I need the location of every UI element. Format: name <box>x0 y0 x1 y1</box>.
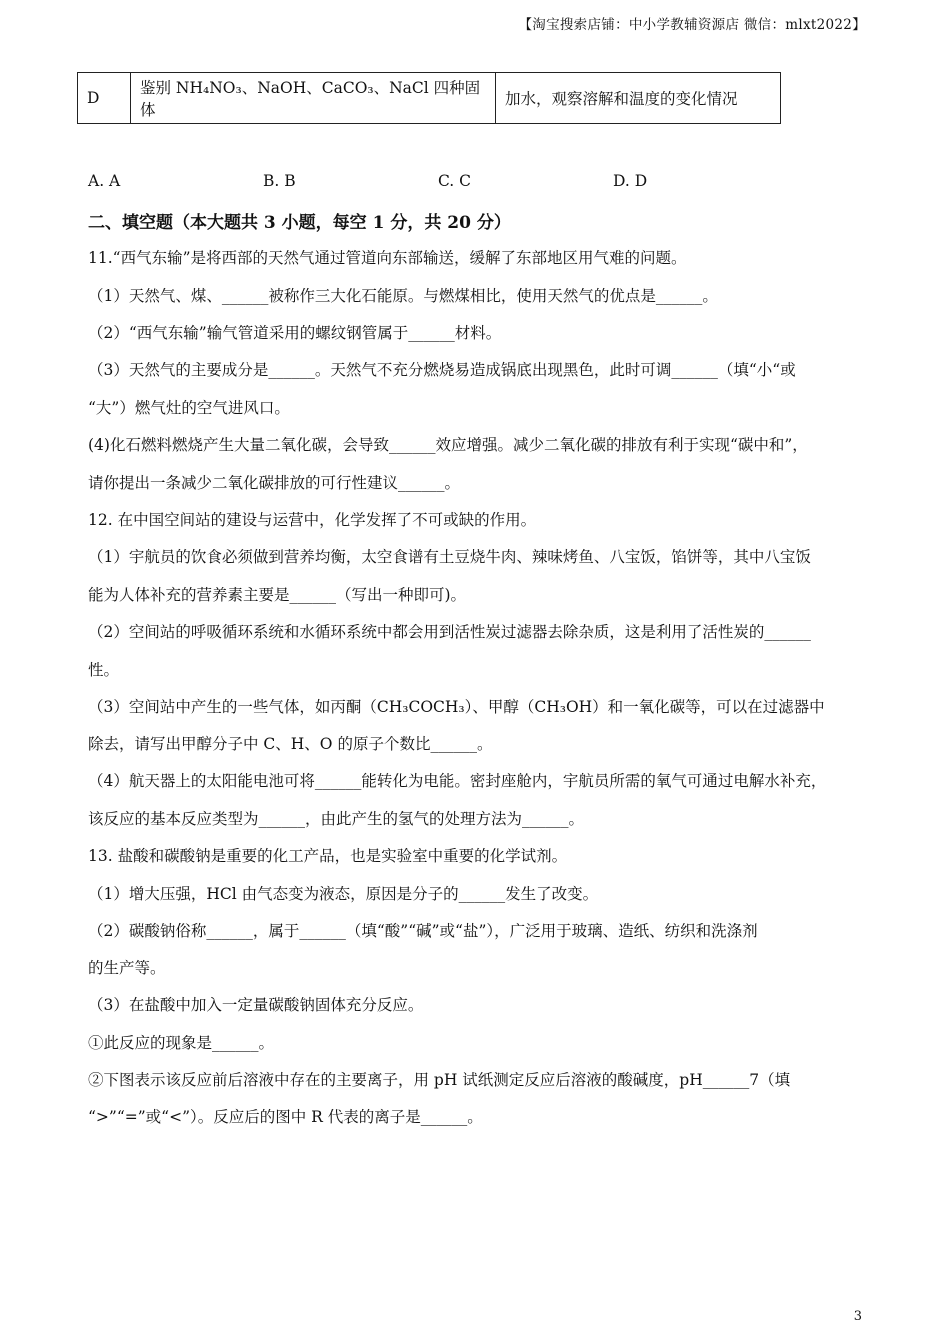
choice-b: B. B <box>263 172 296 190</box>
section-title: 二、填空题（本大题共 3 小题，每空 1 分，共 20 分） <box>88 213 511 233</box>
options-table <box>77 72 781 124</box>
page-number: 3 <box>853 1309 862 1324</box>
q13-part3-sub2-cont: “>”“=”或“<”）。反应后的图中 R 代表的离子是______。 <box>88 1108 483 1126</box>
row-method: 加水，观察溶解和温度的变化情况 <box>496 73 781 124</box>
q13-part3: （3）在盐酸中加入一定量碳酸钠固体充分反应。 <box>88 996 424 1014</box>
q13-part2: （2）碳酸钠俗称______，属于______（填“酸”“碱”或“盐”），广泛用于玻璃、造纸、纺织和洗涤剂 <box>88 922 758 940</box>
q12-stem: 12. 在中国空间站的建设与运营中，化学发挥了不可或缺的作用。 <box>88 511 537 529</box>
answer-choices <box>88 172 788 190</box>
table-row <box>78 73 781 124</box>
q13-part3-sub2: ②下图表示该反应前后溶液中存在的主要离子，用 pH 试纸测定反应后溶液的酸碱度，pH______7（填 <box>88 1071 791 1089</box>
q11-part1: （1）天然气、煤、______被称作三大化石能原。与燃煤相比，使用天然气的优点是______。 <box>88 287 718 305</box>
q12-part4: （4）航天器上的太阳能电池可将______能转化为电能。密封座舱内，宇航员所需的氧气可通过电解水补充， <box>88 772 827 790</box>
row-task: 鉴别 NH₄NO₃、NaOH、CaCO₃、NaCl 四种固体 <box>131 73 496 124</box>
header-note: 【淘宝搜索店铺：中小学教辅资源店 微信：mlxt2022】 <box>518 17 866 33</box>
q13-part3-sub1: ①此反应的现象是______。 <box>88 1034 275 1052</box>
q12-part1-cont: 能为人体补充的营养素主要是______（写出一种即可)。 <box>88 586 467 604</box>
q11-part3: （3）天然气的主要成分是______。天然气不充分燃烧易造成锅底出现黑色，此时可调______（填“小“或 <box>88 361 796 379</box>
q13-part2-cont: 的生产等。 <box>88 959 166 977</box>
q12-part2-cont: 性。 <box>88 661 120 679</box>
q11-part4: (4)化石燃料燃烧产生大量二氧化碳，会导致______效应增强。减少二氧化碳的排放有利于实现“碳中和”， <box>88 436 808 454</box>
q11-part2: （2）“西气东输”输气管道采用的螺纹钢管属于______材料。 <box>88 324 502 342</box>
q12-part4-cont: 该反应的基本反应类型为______，由此产生的氢气的处理方法为______。 <box>88 810 585 828</box>
q11-part3-cont: “大”）燃气灶的空气进风口。 <box>88 399 290 417</box>
choice-d: D. D <box>613 172 648 190</box>
q13-stem: 13. 盐酸和碳酸钠是重要的化工产品，也是实验室中重要的化学试剂。 <box>88 847 568 865</box>
q13-part1: （1）增大压强，HCl 由气态变为液态，原因是分子的______发生了改变。 <box>88 885 599 903</box>
q12-part1: （1）宇航员的饮食必须做到营养均衡，太空食谱有土豆烧牛肉、辣味烤鱼、八宝饭，馅饼等，其中八宝饭 <box>88 548 811 566</box>
choice-c: C. C <box>438 172 472 190</box>
choice-a: A. A <box>88 172 121 190</box>
q12-part3: （3）空间站中产生的一些气体，如丙酮（CH₃COCH₃）、甲醇（CH₃OH）和一氧化碳等，可以在过滤器中 <box>88 698 825 716</box>
q11-stem: 11.“西气东输”是将西部的天然气通过管道向东部输送，缓解了东部地区用气难的问题。 <box>88 249 687 267</box>
q12-part3-cont: 除去，请写出甲醇分子中 C、H、O 的原子个数比______。 <box>88 735 493 753</box>
row-label: D <box>78 73 131 124</box>
q12-part2: （2）空间站的呼吸循环系统和水循环系统中都会用到活性炭过滤器去除杂质，这是利用了活性炭的______ <box>88 623 811 641</box>
q11-part4-cont: 请你提出一条减少二氧化碳排放的可行性建议______。 <box>88 474 461 492</box>
